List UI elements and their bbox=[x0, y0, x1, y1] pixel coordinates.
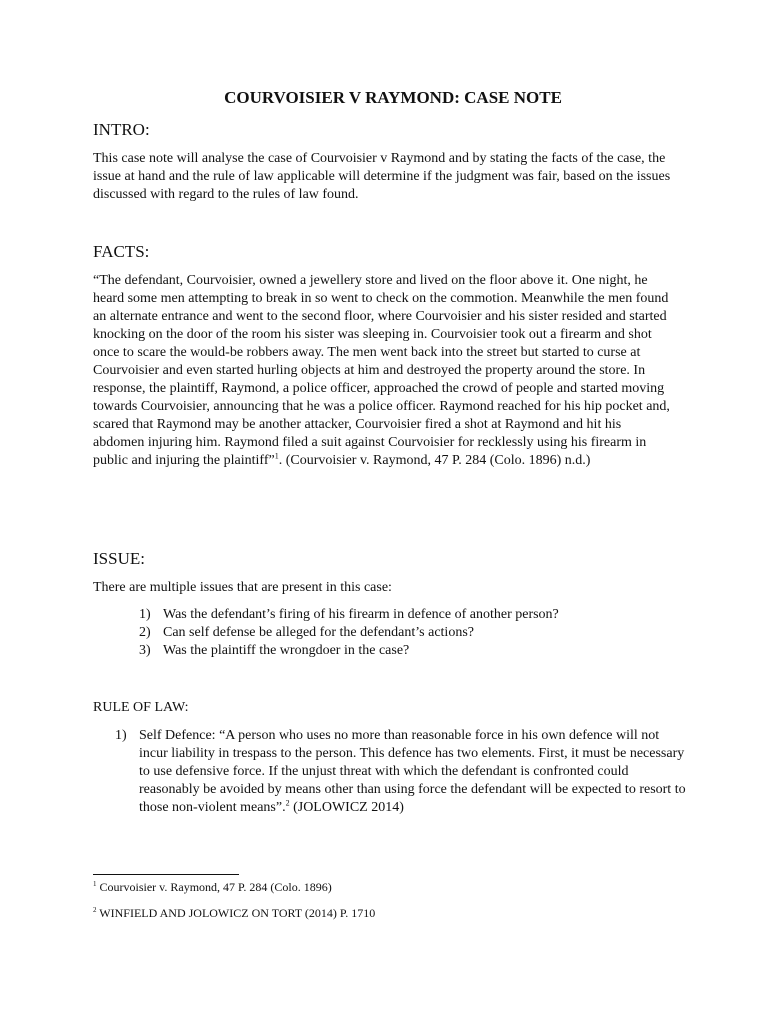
footnote-1 bbox=[93, 880, 332, 894]
footnote-ref-2[interactable]: 2 bbox=[285, 798, 290, 808]
issue-number: 1) bbox=[139, 607, 151, 622]
issue-text: Was the defendant’s firing of his firearm in defence of another person? bbox=[163, 607, 559, 622]
footnote-ref-1[interactable]: 1 bbox=[274, 451, 279, 461]
issue-text: Can self defense be alleged for the defendant’s actions? bbox=[163, 625, 474, 640]
issue-number: 3) bbox=[139, 643, 151, 658]
rule-item bbox=[115, 727, 687, 817]
footnote-2 bbox=[93, 906, 375, 920]
facts-heading: FACTS: bbox=[93, 242, 150, 261]
facts-paragraph bbox=[93, 272, 675, 470]
facts-citation: . (Courvoisier v. Raymond, 47 P. 284 (Colo. 1896) n.d.) bbox=[278, 453, 591, 468]
issue-number: 2) bbox=[139, 625, 151, 640]
rule-citation: (JOLOWICZ 2014) bbox=[289, 800, 404, 815]
footnote-separator bbox=[93, 874, 239, 875]
issue-text: Was the plaintiff the wrongdoer in the case? bbox=[163, 643, 410, 658]
footnote-text: Courvoisier v. Raymond, 47 P. 284 (Colo. 1896) bbox=[96, 880, 332, 894]
issue-list bbox=[139, 606, 659, 660]
footnote-number: 1 bbox=[93, 880, 97, 888]
intro-heading: INTRO: bbox=[93, 120, 150, 139]
footnote-number: 2 bbox=[93, 906, 97, 914]
rule-of-law-heading: RULE OF LAW: bbox=[93, 700, 189, 715]
rule-text: Self Defence: “A person who uses no more than reasonable force in his own defence will not incur liability in trespass to the person. This defence has two elements. First, it must be necessary to use defensive force. If the unjust threat with which the defendant is confronted could reasonably be avoided by means other than using force the defendant will be expected to resort to those non-violent means”. bbox=[139, 728, 686, 815]
issue-item bbox=[139, 624, 659, 642]
intro-paragraph: This case note will analyse the case of Courvoisier v Raymond and by stating the facts of the case, the issue at hand and the rule of law applicable will determine if the judgment was fair, based on the issues discussed with regard to the rules of law found. bbox=[93, 151, 671, 202]
issue-heading: ISSUE: bbox=[93, 549, 145, 568]
issue-intro: There are multiple issues that are present in this case: bbox=[93, 580, 392, 595]
footnote-text: WINFIELD AND JOLOWICZ ON TORT (2014) P. 1710 bbox=[96, 906, 376, 920]
document-title: COURVOISIER V RAYMOND: CASE NOTE bbox=[224, 88, 562, 107]
issue-item bbox=[139, 606, 659, 624]
rule-number: 1) bbox=[115, 728, 127, 743]
issue-item bbox=[139, 642, 659, 660]
facts-text: “The defendant, Courvoisier, owned a jewellery store and lived on the floor above it. One night, he heard some men attempting to break in so went to check on the commotion. Meanwhile the men found an alternate entrance and went to the second floor, where Courvoisier and his sister resided and started knocking on the door of the room his sister was sleeping in. Courvoisier took out a firearm and shot once to scare the would-be robbers away. The men went back into the street but started to curse at Courvoisier and even started hurling objects at him and destroyed the property around the store. In response, the plaintiff, Raymond, a police officer, approached the crowd of people and started moving towards Courvoisier, announcing that he was a police officer. Raymond reached for his hip pocket and, scared that Raymond may be another attacker, Courvoisier fired a shot at Raymond and hit his abdomen injuring him. Raymond filed a suit against Courvoisier for recklessly using his firearm in public and injuring the plaintiff” bbox=[93, 273, 670, 468]
